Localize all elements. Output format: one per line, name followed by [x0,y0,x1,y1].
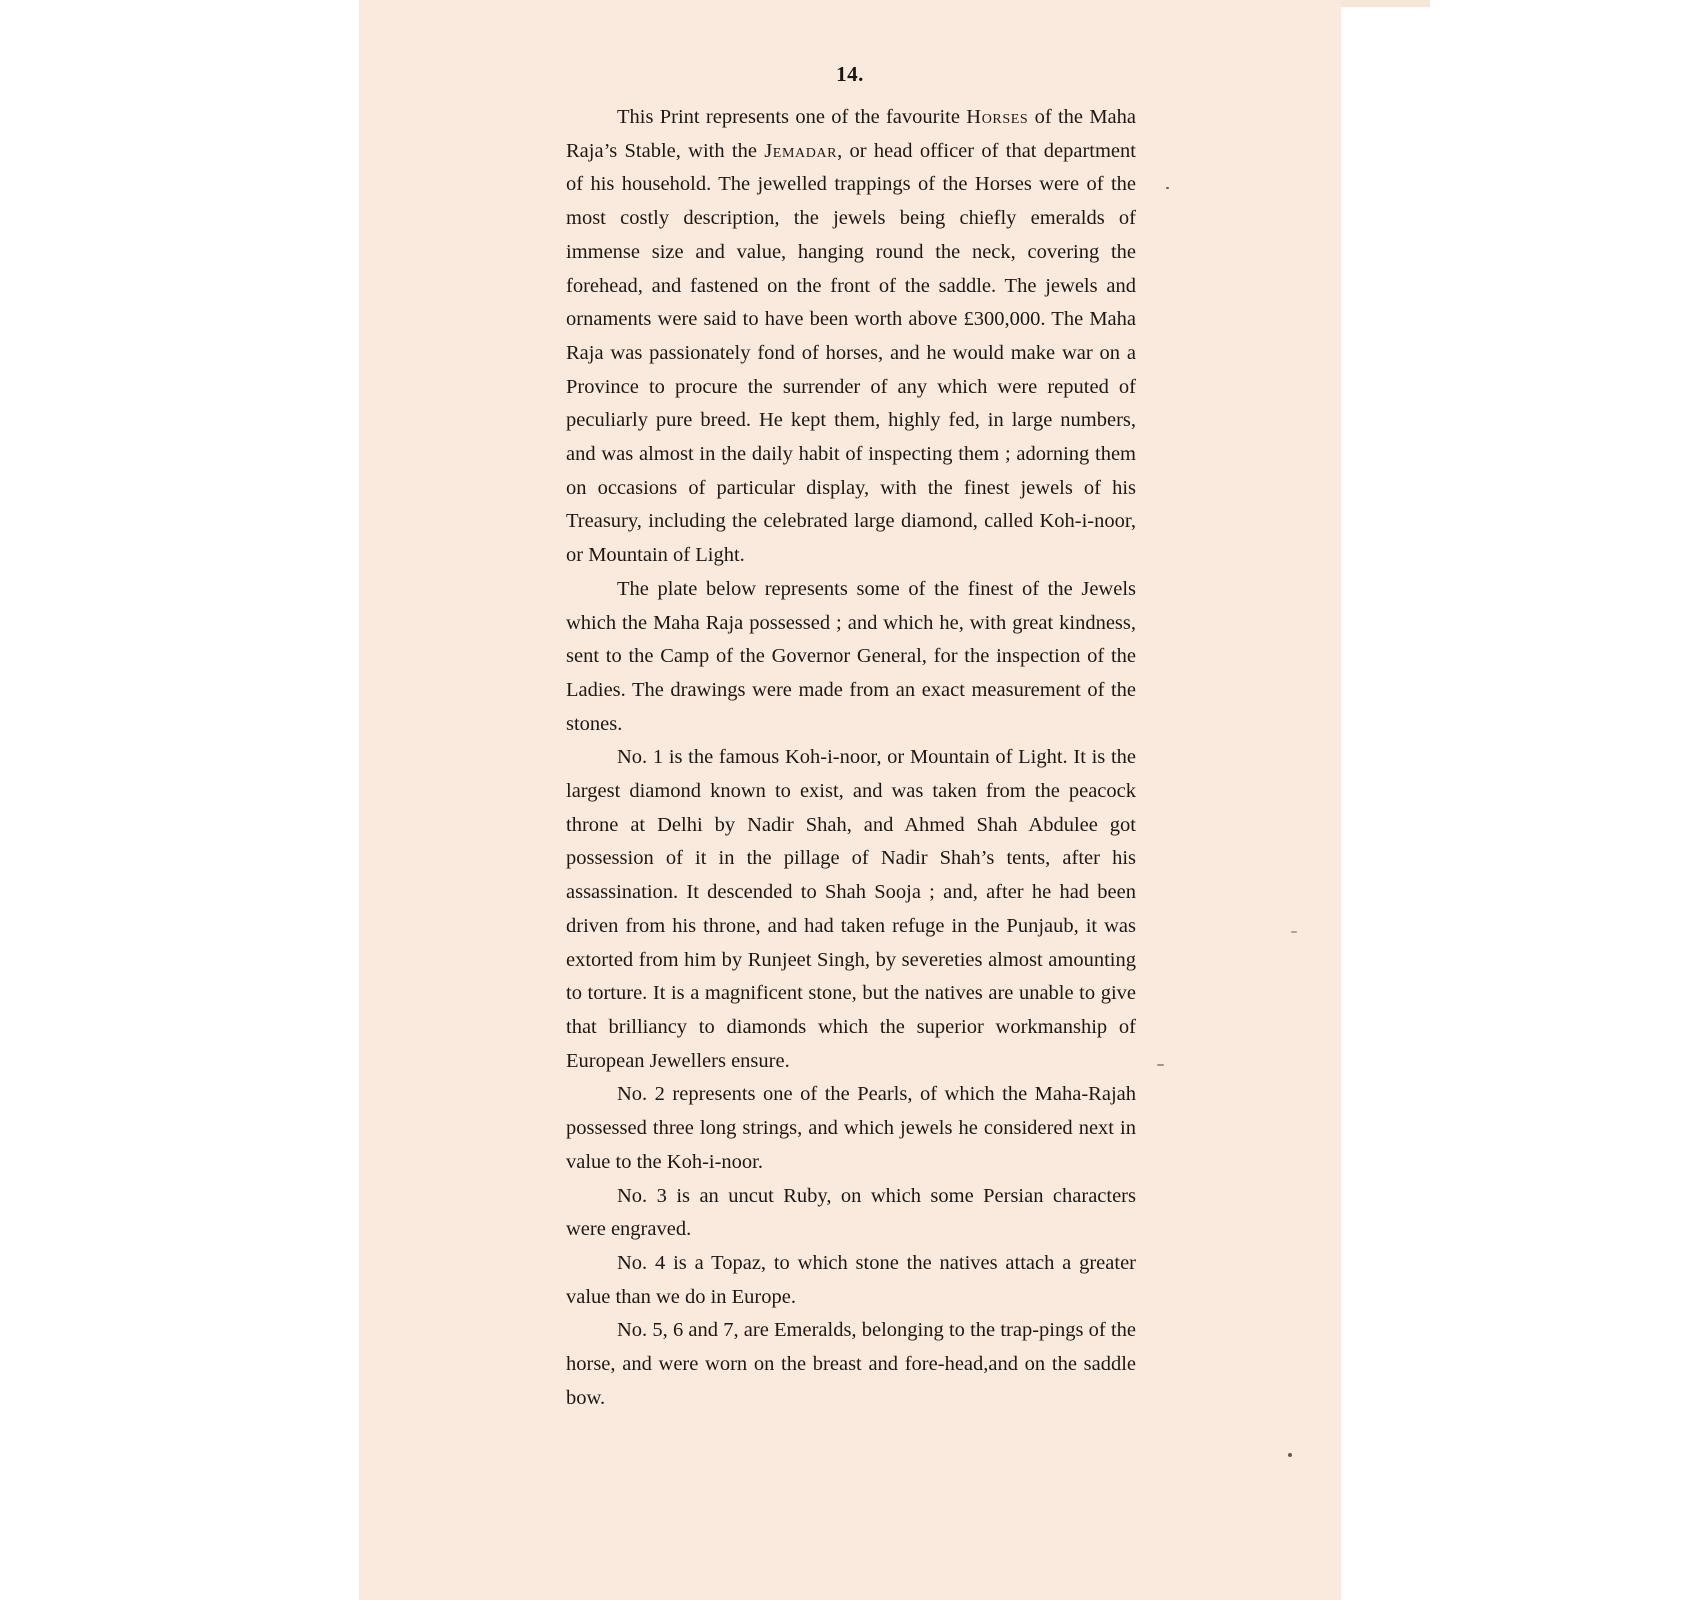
text-run: The plate below represents some of the finest of the Jewels which the Maha Raja possessed ; and which he, with great kindness, sent to the Camp of the Governor General, for the inspection of the Ladies. The drawings were made from an exact measurement of the stones. [566,577,1136,735]
paper-speck [1291,931,1297,933]
document-page [359,0,1341,1600]
paragraph [566,1078,1136,1179]
small-caps-text: Jemadar [764,139,838,162]
text-run: No. 3 is an uncut Ruby, on which some Persian characters were engraved. [566,1184,1136,1241]
text-run: No. 4 is a Topaz, to which stone the natives attach a greater value than we do in Europe. [566,1251,1136,1308]
small-caps-text: Horses [966,106,1029,128]
paper-speck [1288,1453,1292,1457]
paragraph [566,1247,1136,1314]
text-run: This Print represents one of the favourite [617,106,967,128]
paragraph [566,573,1136,742]
paragraph [566,1180,1136,1247]
body-text [566,101,1136,1415]
paper-speck [1166,187,1169,189]
paragraph [566,101,1136,573]
paragraph [566,741,1136,1078]
text-run: , or head officer of that department of his household. The jewelled trappings of the Horses were of the most costly description, the jewels being chiefly emeralds of immense size and value, hanging round the neck, covering the forehead, and fastened on the front of the saddle. The jewels and ornaments were said to have been worth above £300,000. The Maha Raja was passionately fond of horses, and he would make war on a Province to procure the surrender of any which were reputed of peculiarly pure breed. He kept them, highly fed, in large numbers, and was almost in the daily habit of inspecting them ; adorning them on occasions of particular display, with the finest jewels of his Treasury, including the celebrated large diamond, called Koh-i-noor, or Mountain of Light. [566,139,1136,567]
page-number: 14. [836,62,864,86]
paragraph [566,1314,1136,1415]
text-run: of the Maha Raja’s Stable, with the [566,106,1137,162]
text-run: No. 2 represents one of the Pearls, of which the Maha-Rajah possessed three long strings, and which jewels he considered next in value to the Koh-i-noor. [566,1083,1136,1173]
text-run: No. 5, 6 and 7, are Emeralds, belonging to the trap-pings of the horse, and were worn on the breast and fore-head,and on the saddle bow. [566,1319,1136,1409]
paper-speck [1157,1064,1164,1066]
text-run: No. 1 is the famous Koh-i-noor, or Mountain of Light. It is the largest diamond known to exist, and was taken from the peacock throne at Delhi by Nadir Shah, and Ahmed Shah Abdulee got possession of it in the pillage of Nadir Shah’s tents, after his assassination. It descended to Shah Sooja ; and, after he had been driven from his throne, and had taken refuge in the Punjaub, it was extorted from him by Runjeet Singh, by severeties almost amounting to torture. It is a magnificent stone, but the natives are unable to give that brilliancy to diamonds which the superior workmanship of European Jewellers ensure. [566,746,1136,1072]
